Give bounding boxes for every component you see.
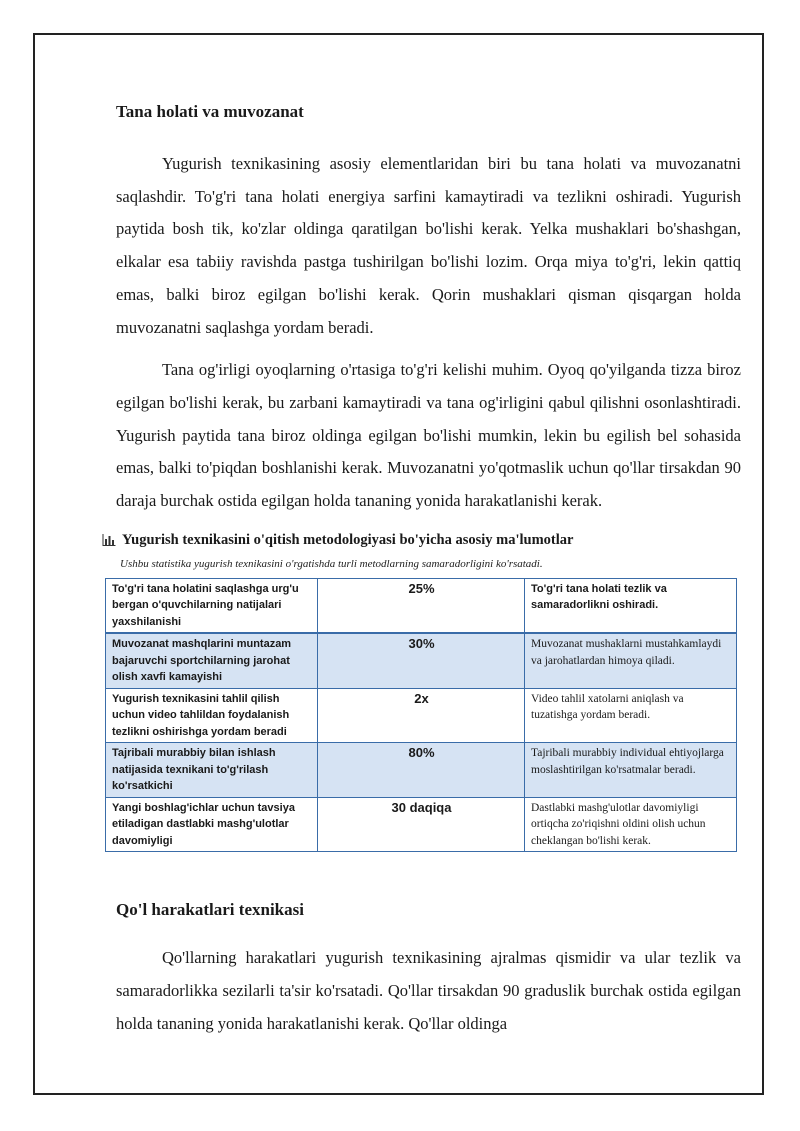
row-value-cell: 80% [318,743,525,798]
row-note-cell: Tajribali murabbiy individual ehtiyojlarga moslashtirilgan ko'rsatmalar beradi. [525,743,737,798]
document-body [112,96,741,1040]
row-note-cell: To'g'ri tana holati tezlik va samaradorlikni oshiradi. [525,578,737,633]
body-paragraph: Yugurish texnikasining asosiy elementlaridan biri bu tana holati va muvozanatni saqlashdir. To'g'ri tana holati energiya sarfini kamaytiradi va tezlikni oshiradi. Yugurish paytida bosh tik, ko'zlar oldinga qaratilgan bo'lishi kerak. Yelka mushaklari bo'shashgan, elkalar esa tabiiy ravishda pastga tushirilgan bo'lishi lozim. Orqa miya to'g'ri, lekin qattiq emas, balki biroz egilgan bo'lishi kerak. Qorin mushaklari qisman qisqargan holda muvozanatni saqlashga yordam beradi. [116,154,741,337]
body-paragraph: Tana og'irligi oyoqlarning o'rtasiga to'g'ri kelishi muhim. Oyoq qo'yilganda tizza biroz egilgan bo'lishi kerak, bu zarbani kamaytiradi va tana og'irligini qabul qilishni osonlashtiradi. Yugurish paytida tana biroz oldinga egilgan bo'lishi mumkin, lekin bu egilish bel sohasida emas, balki to'piqdan boshlanishi kerak. Muvozanatni yo'qotmaslik uchun qo'llar tirsakdan 90 daraja burchak ostida egilgan holda tananing yonida harakatlanishi kerak. [116,360,741,511]
table-row [106,633,737,688]
row-value-cell: 30 daqiqa [318,797,525,852]
row-note-cell: Dastlabki mashg'ulotlar davomiyligi ortiqcha zo'riqishni oldini olish uchun cheklangan bo'lishi kerak. [525,797,737,852]
row-note-cell: Video tahlil xatolarni aniqlash va tuzatishga yordam beradi. [525,688,737,743]
row-note-cell: Muvozanat mushaklarni mustahkamlaydi va jarohatlardan himoya qiladi. [525,633,737,688]
statistics-title [102,530,741,550]
row-label-cell: Yugurish texnikasini tahlil qilish uchun video tahlildan foydalanish tezlikni oshirishga yordam beradi [106,688,318,743]
statistics-table [105,578,737,853]
row-label-cell: Muvozanat mashqlarini muntazam bajaruvchi sportchilarning jarohat olish xavfi kamayishi [106,633,318,688]
row-label-cell: Tajribali murabbiy bilan ishlash natijasida texnikani to'g'rilash ko'rsatkichi [106,743,318,798]
statistics-block [112,530,741,853]
body-paragraph: Qo'llarning harakatlari yugurish texnikasining ajralmas qismidir va ular tezlik va samaradorlikka sezilarli ta'sir ko'rsatadi. Qo'llar tirsakdan 90 graduslik burchak ostida egilgan holda tananing yonida harakatlanishi kerak. Qo'llar oldinga [116,948,741,1033]
row-label-cell: To'g'ri tana holatini saqlashga urg'u bergan o'quvchilarning natijalari yaxshilanishi [106,578,318,633]
statistics-title-text: Yugurish texnikasini o'qitish metodologiyasi bo'yicha asosiy ma'lumotlar [122,531,574,548]
table-row [106,578,737,633]
row-value-cell: 2x [318,688,525,743]
row-value-cell: 25% [318,578,525,633]
table-row [106,688,737,743]
statistics-subtitle: Ushbu statistika yugurish texnikasini o'rgatishda turli metodlarning samaradorligini ko'rsatadi. [120,557,543,570]
table-row [106,743,737,798]
section-heading: Tana holati va muvozanat [116,102,304,121]
table-row [106,797,737,852]
bar-chart-icon [102,534,116,546]
row-value-cell: 30% [318,633,525,688]
row-label-cell: Yangi boshlag'ichlar uchun tavsiya etiladigan dastlabki mashg'ulotlar davomiyligi [106,797,318,852]
section-heading: Qo'l harakatlari texnikasi [116,900,304,920]
